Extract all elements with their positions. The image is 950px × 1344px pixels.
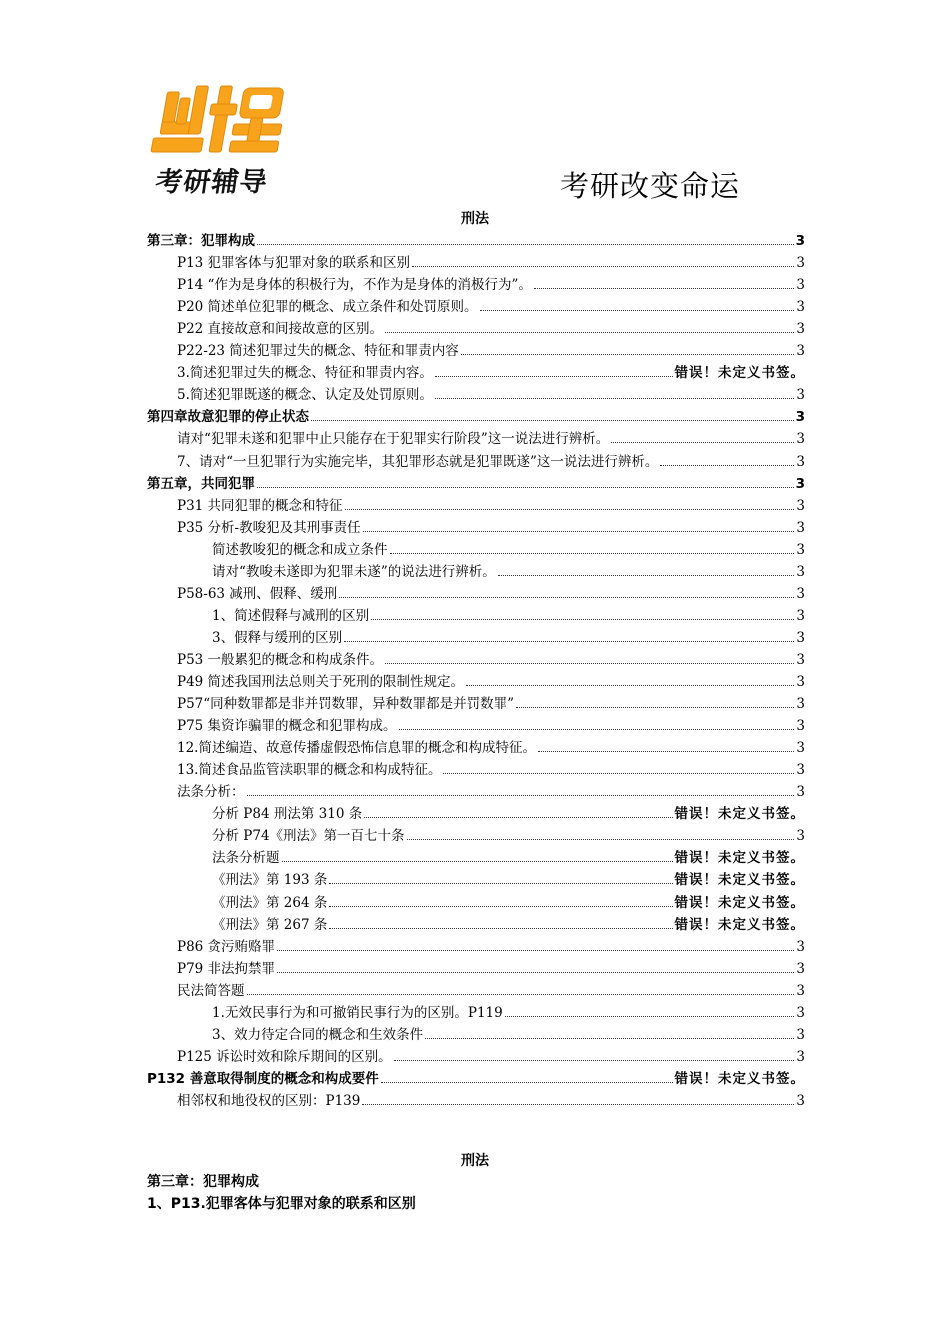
toc-leader-dots <box>344 640 794 642</box>
toc-entry-title: 请对“犯罪未遂和犯罪中止只能存在于犯罪实行阶段”这一说法进行辨析。 <box>177 431 610 448</box>
toc-entry-title: 7、请对“一旦犯罪行为实施完毕，其犯罪形态就是犯罪既遂”这一说法进行辨析。 <box>177 453 659 470</box>
toc-leader-dots <box>277 949 794 951</box>
toc-entry[interactable] <box>177 1090 805 1112</box>
toc-entry-title: 《刑法》第 267 条 <box>212 916 328 933</box>
toc-entry[interactable] <box>177 384 805 406</box>
toc-entry-title: 12.简述编造、故意传播虚假恐怖信息罪的概念和构成特征。 <box>177 740 536 757</box>
toc-entry-page: 3 <box>796 431 805 448</box>
toc-entry[interactable] <box>177 362 805 384</box>
toc-entry[interactable] <box>177 936 805 958</box>
toc-entry-page: 错误！未定义书签。 <box>674 894 805 911</box>
toc-entry[interactable] <box>212 605 805 627</box>
toc-entry-title: P20 简述单位犯罪的概念、成立条件和处罚原则。 <box>177 299 478 316</box>
toc-entry[interactable] <box>212 1002 805 1024</box>
toc-leader-dots <box>435 397 795 399</box>
toc-leader-dots <box>329 927 672 929</box>
toc-entry-page: 3 <box>796 740 805 757</box>
toc-entry-title: 5.简述犯罪既遂的概念、认定及处罚原则。 <box>177 387 433 404</box>
toc-entry[interactable] <box>212 914 805 936</box>
toc-entry-title: 3.简述犯罪过失的概念、特征和罪责内容。 <box>177 365 433 382</box>
toc-entry-page: 3 <box>796 1092 805 1109</box>
toc-entry[interactable] <box>177 715 805 737</box>
toc-entry[interactable] <box>177 671 805 693</box>
toc-entry-page: 3 <box>796 607 805 624</box>
toc-entry[interactable] <box>212 561 805 583</box>
toc-entry[interactable] <box>147 1068 805 1090</box>
toc-entry[interactable] <box>177 252 805 274</box>
toc-leader-dots <box>394 1059 795 1061</box>
toc-entry-title: P75 集资诈骗罪的概念和犯罪构成。 <box>177 718 397 735</box>
toc-entry-title: 1、简述假释与减刑的区别 <box>212 607 370 624</box>
toc-entry-page: 3 <box>796 960 805 977</box>
toc-leader-dots <box>443 772 794 774</box>
toc-entry-page: 错误！未定义书签。 <box>674 1070 805 1087</box>
toc-leader-dots <box>247 993 795 995</box>
toc-entry-title: 民法简答题 <box>177 982 245 999</box>
toc-entry-page: 错误！未定义书签。 <box>674 872 805 889</box>
toc-entry[interactable] <box>177 318 805 340</box>
toc-entry[interactable] <box>212 825 805 847</box>
toc-entry-title: 《刑法》第 264 条 <box>212 894 328 911</box>
toc-entry-page: 错误！未定义书签。 <box>674 850 805 867</box>
toc-entry-title: 3、效力待定合同的概念和生效条件 <box>212 1026 424 1043</box>
toc-entry-title: 请对“教唆未遂即为犯罪未遂”的说法进行辨析。 <box>212 563 496 580</box>
toc-entry-title: P35 分析-教唆犯及其刑事责任 <box>177 519 361 536</box>
toc-entry[interactable] <box>147 473 805 495</box>
toc-leader-dots <box>534 287 795 289</box>
toc-entry-page: 3 <box>795 409 805 426</box>
toc-leader-dots <box>329 905 672 907</box>
toc-entry-page: 3 <box>796 982 805 999</box>
toc-entry-page: 3 <box>795 475 805 492</box>
toc-leader-dots <box>385 662 794 664</box>
slogan: 考研改变命运 <box>560 169 741 203</box>
toc-entry-title: 3、假释与缓刑的区别 <box>212 629 343 646</box>
toc-entry-title: P125 诉讼时效和除斥期间的区别。 <box>177 1048 392 1065</box>
toc-entry-page: 3 <box>796 1048 805 1065</box>
toc-entry-page: 3 <box>796 718 805 735</box>
toc-entry-title: 简述教唆犯的概念和成立条件 <box>212 541 388 558</box>
toc-leader-dots <box>311 419 794 421</box>
toc-entry-page: 3 <box>796 696 805 713</box>
logo-subtitle: 考研辅导 <box>153 167 270 198</box>
toc-leader-dots <box>282 860 673 862</box>
toc-entry[interactable] <box>177 1046 805 1068</box>
toc-entry-page: 3 <box>796 321 805 338</box>
toc-entry-title: P132 善意取得制度的概念和构成要件 <box>147 1070 379 1087</box>
toc-entry-page: 3 <box>796 541 805 558</box>
toc-entry-title: P13 犯罪客体与犯罪对象的联系和区别 <box>177 255 411 272</box>
toc-entry-page: 3 <box>795 233 805 249</box>
toc-entry[interactable] <box>177 274 805 296</box>
toc-entry[interactable] <box>177 296 805 318</box>
toc-entry-page: 错误！未定义书签。 <box>674 916 805 933</box>
toc-entry-title: 第五章，共同犯罪 <box>147 475 255 492</box>
toc-entry-page: 3 <box>796 299 805 316</box>
toc-leader-dots <box>329 882 672 884</box>
toc-entry-title: 法条分析： <box>177 784 245 801</box>
toc-entry-page: 3 <box>796 497 805 514</box>
toc-entry[interactable] <box>177 340 805 362</box>
toc-leader-dots <box>538 750 794 752</box>
toc-entry[interactable] <box>177 781 805 803</box>
toc-entry[interactable] <box>177 693 805 715</box>
toc-entry-title: 相邻权和地役权的区别：P139 <box>177 1092 361 1109</box>
toc-entry-page: 错误！未定义书签。 <box>674 365 805 382</box>
toc-leader-dots <box>435 375 673 377</box>
toc-leader-dots <box>385 331 794 333</box>
toc-entry-title: P22-23 简述犯罪过失的概念、特征和罪责内容 <box>177 343 459 360</box>
toc-entry[interactable] <box>177 451 805 473</box>
body-title: 刑法 <box>461 1153 489 1169</box>
toc-leader-dots <box>381 1081 673 1083</box>
toc-entry-title: P31 共同犯罪的概念和特征 <box>177 497 343 514</box>
toc-entry-title: P86 贪污贿赂罪 <box>177 938 276 955</box>
toc-entry-title: 分析 P74《刑法》第一百七十条 <box>212 828 405 845</box>
toc-entry-title: 《刑法》第 193 条 <box>212 872 328 889</box>
toc-entry-page: 3 <box>796 563 805 580</box>
toc-entry[interactable] <box>177 759 805 781</box>
toc-entry[interactable] <box>212 892 805 914</box>
toc-entry-page: 3 <box>796 585 805 602</box>
toc-entry-page: 3 <box>796 1026 805 1043</box>
toc-leader-dots <box>364 816 672 818</box>
toc-entry-page: 错误！未定义书签。 <box>674 806 805 823</box>
toc-leader-dots <box>461 353 795 355</box>
toc-leader-dots <box>363 530 795 532</box>
toc-entry-page: 3 <box>796 762 805 779</box>
toc-entry[interactable] <box>177 428 805 450</box>
toc-leader-dots <box>412 265 794 267</box>
chapter-heading: 第三章：犯罪构成 <box>147 1174 259 1190</box>
toc-leader-dots <box>399 728 795 730</box>
toc-leader-dots <box>611 441 794 443</box>
toc-entry-title: P14 “作为是身体的积极行为，不作为是身体的消极行为”。 <box>177 277 532 294</box>
toc-entry-page: 3 <box>796 255 805 272</box>
toc-leader-dots <box>516 706 794 708</box>
toc-entry[interactable] <box>177 737 805 759</box>
toc-leader-dots <box>505 1015 795 1017</box>
toc-leader-dots <box>480 309 795 311</box>
toc-leader-dots <box>498 574 795 576</box>
toc-entry-page: 3 <box>796 828 805 845</box>
toc-entry-page: 3 <box>796 453 805 470</box>
toc-entry[interactable] <box>212 1024 805 1046</box>
toc-entry-title: 13.简述食品监管渎职罪的概念和构成特征。 <box>177 762 442 779</box>
toc-entry-page: 3 <box>796 387 805 404</box>
toc-leader-dots <box>345 508 795 510</box>
toc-leader-dots <box>257 486 794 488</box>
toc-entry[interactable] <box>212 869 805 891</box>
toc-leader-dots <box>466 684 794 686</box>
toc-entry-title: P57“同种数罪都是非并罚数罪，异种数罪都是并罚数罪” <box>177 696 515 713</box>
toc-leader-dots <box>247 794 795 796</box>
toc-entry-page: 3 <box>796 343 805 360</box>
toc-leader-dots <box>390 552 795 554</box>
toc-entry-page: 3 <box>796 784 805 801</box>
toc-entry-title: P22 直接故意和间接故意的区别。 <box>177 321 384 338</box>
toc-entry-page: 3 <box>796 674 805 690</box>
toc-entry-title: P58-63 减刑、假释、缓刑 <box>177 585 338 602</box>
toc-entry[interactable] <box>177 583 805 605</box>
toc-entry-title: P49 简述我国刑法总则关于死刑的限制性规定。 <box>177 674 465 690</box>
toc-entry-page: 3 <box>796 629 805 646</box>
toc-entry[interactable] <box>177 495 805 517</box>
toc-leader-dots <box>425 1037 794 1039</box>
logo-text: 凯程 <box>150 78 152 79</box>
toc-entry[interactable] <box>212 627 805 649</box>
toc-entry[interactable] <box>177 958 805 980</box>
toc-entry-title: 第三章：犯罪构成 <box>147 233 255 249</box>
toc-entry-title: P53 一般累犯的概念和构成条件。 <box>177 651 384 668</box>
toc-entry[interactable] <box>147 406 805 428</box>
toc-entry-page: 3 <box>796 651 805 668</box>
toc-leader-dots <box>660 464 794 466</box>
toc-entry[interactable] <box>177 517 805 539</box>
toc-leader-dots <box>257 243 794 245</box>
toc-entry[interactable] <box>212 803 805 825</box>
toc-entry[interactable] <box>177 980 805 1002</box>
toc-leader-dots <box>371 618 794 620</box>
toc-leader-dots <box>362 1103 794 1105</box>
toc-leader-dots <box>277 971 794 973</box>
toc-entry[interactable] <box>212 539 805 561</box>
toc-entry-page: 3 <box>796 1004 805 1021</box>
toc-entry[interactable] <box>177 649 805 671</box>
toc-entry[interactable] <box>212 847 805 869</box>
toc-entry-title: 第四章故意犯罪的停止状态 <box>147 409 309 426</box>
section-heading: 1、P13.犯罪客体与犯罪对象的联系和区别 <box>147 1196 416 1212</box>
toc-leader-dots <box>407 838 795 840</box>
toc-entry-title: 法条分析题 <box>212 850 280 867</box>
toc-entry-page: 3 <box>796 277 805 294</box>
toc-entry-title: P79 非法拘禁罪 <box>177 960 276 977</box>
toc-entry[interactable] <box>147 230 805 252</box>
toc-title: 刑法 <box>461 211 489 227</box>
toc-entry-title: 分析 P84 刑法第 310 条 <box>212 806 363 823</box>
toc-entry-title: 1.无效民事行为和可撤销民事行为的区别。P119 <box>212 1004 503 1021</box>
toc-leader-dots <box>339 596 794 598</box>
toc-entry-page: 3 <box>796 938 805 955</box>
toc-entry-page: 3 <box>796 519 805 536</box>
